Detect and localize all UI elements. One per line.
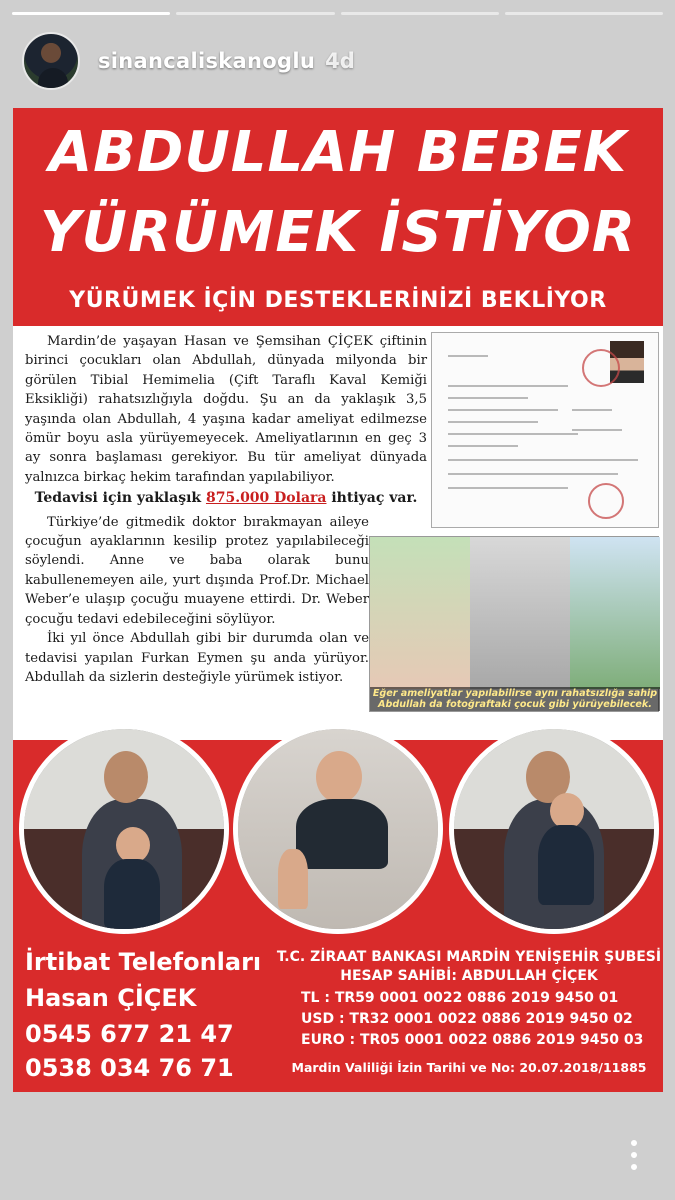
stamp-icon [588, 483, 624, 519]
contact-title: İrtibat Telefonları [25, 948, 262, 976]
story-header [22, 32, 355, 90]
poster-title-line1: ABDULLAH BEBEK [48, 120, 628, 185]
stamp-icon [582, 349, 620, 387]
more-vertical-icon[interactable] [631, 1140, 637, 1170]
progress-segment [176, 12, 334, 15]
poster-paragraph: Türkiye’de gitmedik doktor bırakmayan aileye çocuğun ayaklarının kesilip protez yapılabileceği söylendi. Anne ve baba olarak bunu kabullenemeyen aile, yurt dışında Prof.Dr. Michael Weber’e ulaşıp çocuğu muayene ettirdi. Dr. Weber çocuğu tedavi edebileceğini söylüyor. [25, 514, 369, 627]
avatar[interactable] [22, 32, 80, 90]
baby-photo [370, 537, 470, 689]
progress-segment [505, 12, 663, 15]
family-photo-circle [449, 724, 659, 934]
funding-need [25, 489, 427, 508]
phone-number: 0538 034 76 71 [25, 1054, 234, 1082]
poster-body-text [25, 332, 427, 687]
poster-title-line2: YÜRÜMEK İSTİYOR [40, 200, 636, 265]
photo-caption-line2: Abdullah da fotoğraftaki çocuk gibi yürüyebilecek. [378, 699, 652, 710]
phone-number: 0545 677 21 47 [25, 1020, 234, 1048]
family-photo-circle [19, 724, 229, 934]
iban-tl: TL : TR59 0001 0022 0886 2019 9450 01 [301, 990, 619, 1006]
poster-subtitle: YÜRÜMEK İÇİN DESTEKLERİNİZİ BEKLİYOR [69, 288, 607, 313]
medical-document-image [431, 332, 659, 528]
contact-name: Hasan ÇİÇEK [25, 984, 197, 1012]
funding-need-prefix: Tedavisi için yaklaşık [34, 490, 206, 507]
iban-usd: USD : TR32 0001 0022 0886 2019 9450 02 [301, 1011, 633, 1027]
brace-photo [470, 537, 570, 689]
story-progress-bar [12, 12, 663, 15]
bank-info [275, 948, 663, 986]
funding-amount: 875.000 Dolara [205, 490, 327, 507]
child-photo-circle [233, 724, 443, 934]
iban-euro: EURO : TR05 0001 0022 0886 2019 9450 03 [301, 1032, 644, 1048]
story-image [13, 108, 663, 1092]
bank-name: T.C. ZİRAAT BANKASI MARDİN YENİŞEHİR ŞUBESİ [276, 949, 662, 965]
permit-info: Mardin Valiliği İzin Tarihi ve No: 20.07.2018/11885 [291, 1060, 647, 1075]
funding-need-suffix: ihtiyaç var. [326, 490, 418, 507]
account-holder: HESAP SAHİBİ: ABDULLAH ÇİÇEK [340, 968, 598, 984]
child-photos [369, 536, 659, 712]
progress-segment [12, 12, 170, 15]
photo-caption [370, 687, 660, 711]
photo-caption-line1: Eğer ameliyatlar yapılabilirse aynı rahatsızlığa sahip [372, 688, 658, 699]
username[interactable]: sinancaliskanoglu [98, 49, 316, 73]
walking-child-photo [570, 537, 660, 689]
poster-paragraph: İki yıl önce Abdullah gibi bir durumda olan ve tedavisi yapılan Furkan Eymen şu anda yürüyor. Abdullah da sizlerin desteğiyle yürümek istiyor. [25, 631, 369, 685]
progress-segment [341, 12, 499, 15]
story-time: 4d [325, 49, 355, 73]
poster-paragraph: Mardin’de yaşayan Hasan ve Şemsihan ÇİÇEK çiftinin birinci çocukları olan Abdullah, dünyada milyonda bir görülen Tibial Hemimelia (Çift Taraflı Kaval Kemiği Eksikliği) rahatsızlığıyla doğdu. Şu an da yaklaşık 3,5 yaşında olan Abdullah, 4 yaşına kadar ameliyat edilmezse ömür boyu asla yürüyemeyecek. Ameliyatlarının en geç 3 ay sonra başlaması gerekiyor. Bu tür ameliyat dünyada yalnızca birkaç hekim tarafından yapılabiliyor. [25, 334, 427, 485]
